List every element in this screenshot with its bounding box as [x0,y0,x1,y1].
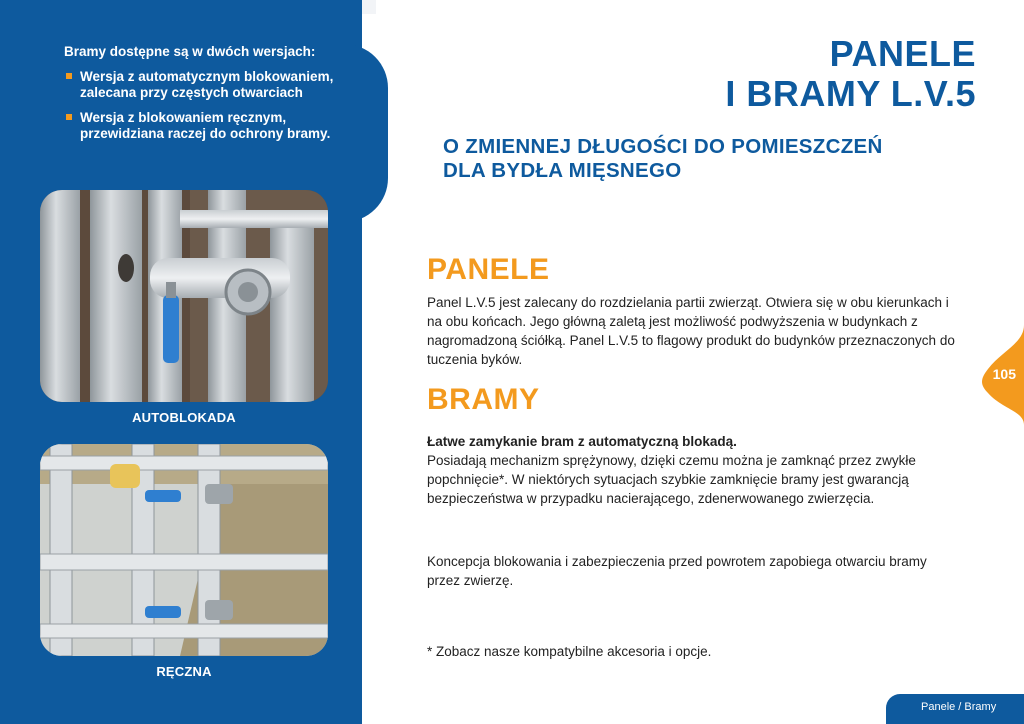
panele-text: Panel L.V.5 jest zalecany do rozdzielania partii zwierząt. Otwiera się w obu kierunkach i na obu końcach. Jego główną zaletą jest możliwość podwyższenia w budynkach z nagromadzoną ściółką. Panel L.V.5 to flagowy produkt do budynków przeznaczonych do tuczenia byków. [427,295,955,367]
page-subtitle [443,135,983,183]
version-item-label: Wersja z blokowaniem ręcznym, przewidziana raczej do ochrony bramy. [80,110,331,141]
title-line-1: PANELE [829,33,976,74]
photo-caption-autoblokada: AUTOBLOKADA [132,410,236,425]
subtitle-line-1: O ZMIENNEJ DŁUGOŚCI DO POMIESZCZEŃ [443,135,883,158]
page-title [725,34,976,114]
versions-title: Bramy dostępne są w dwóch wersjach: [64,44,316,59]
photo-caption-reczna: RĘCZNA [156,664,212,679]
bullet-icon [66,73,72,79]
page-number: 105 [992,366,1016,382]
title-line-2: I BRAMY L.V.5 [725,73,976,114]
bramy-text: Posiadają mechanizm sprężynowy, dzięki czemu można je zamknąć przez zwykłe popchnięcie*. W niektórych sytuacjach szybkie zamknięcie bramy jest gwarancją bezpieczeństwa w przypadku nacierającego, zdenerwowanego zwierzęcia. [427,453,916,506]
autolock-gate-image [40,190,328,402]
photo-reczna [40,444,328,656]
bullet-icon [66,114,72,120]
manual-gate-image [40,444,328,656]
subtitle-line-2: DLA BYDŁA MIĘSNEGO [443,159,682,182]
photo-autoblokada [40,190,328,402]
version-item-automatic [64,69,364,101]
footer-section-label: Panele / Bramy [921,701,997,713]
accessories-note: * Zobacz nasze kompatybilne akcesoria i opcje. [427,644,712,659]
bramy-heading: BRAMY [427,383,540,416]
versions-box [64,44,364,151]
panele-heading: PANELE [427,253,550,286]
version-item-manual [64,110,364,142]
version-item-label: Wersja z automatycznym blokowaniem, zalecana przy częstych otwarciach [80,69,334,100]
versions-list [64,69,364,142]
bramy-lead: Łatwe zamykanie bram z automatyczną blokadą. [427,434,737,449]
koncepcja-text: Koncepcja blokowania i zabezpieczenia przed powrotem zapobiega otwarciu bramy przez zwierzę. [427,554,927,588]
page-edge-strip [362,0,376,14]
